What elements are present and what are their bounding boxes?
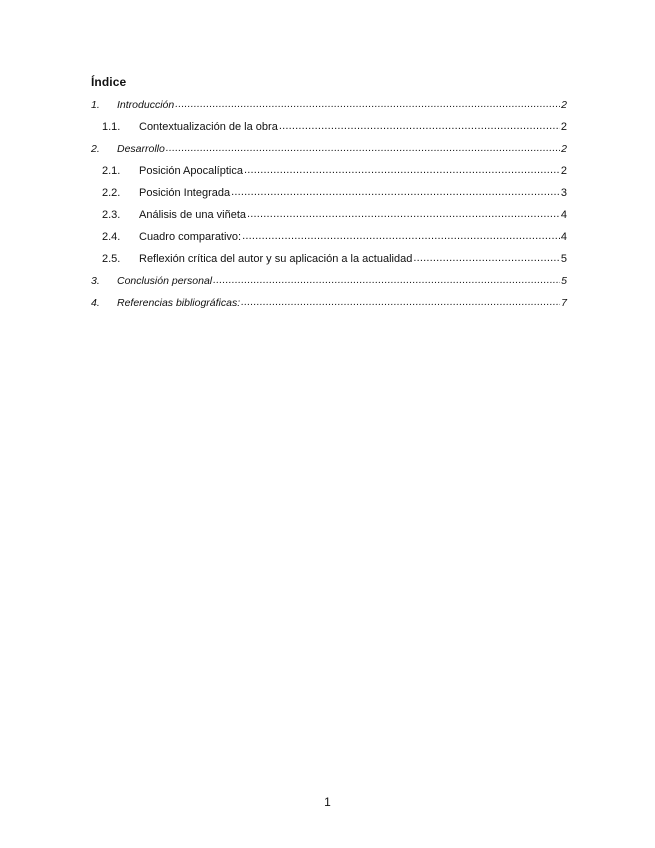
table-of-contents [91,97,567,317]
toc-entry-label: Análisis de una viñeta [139,209,247,221]
toc-entry-page: 5 [561,275,567,287]
toc-entry-page: 3 [560,187,567,199]
toc-entry-label: Cuadro comparativo: [139,231,242,243]
dot-leader [213,272,560,288]
dot-leader [247,206,560,222]
dot-leader [166,140,560,156]
toc-entry-contextualizacion[interactable] [91,119,567,141]
toc-entry-page: 2 [560,121,567,133]
toc-entry-number: 1.1. [102,121,121,133]
toc-entry-page: 5 [560,253,567,265]
toc-entry-label: Referencias bibliográficas: [117,297,241,309]
toc-entry-number: 2.3. [102,209,121,221]
toc-entry-label: Posición Integrada [139,187,231,199]
toc-entry-analisis-vineta[interactable] [91,207,567,229]
toc-entry-page: 2 [560,165,567,177]
toc-entry-cuadro-comparativo[interactable] [91,229,567,251]
toc-entry-number: 2.5. [102,253,121,265]
toc-entry-label: Conclusión personal [117,275,213,287]
dot-leader [242,228,560,244]
toc-entry-number: 2.4. [102,231,121,243]
toc-entry-number: 4. [91,297,100,309]
toc-entry-label: Posición Apocalíptica [139,165,243,177]
toc-entry-referencias[interactable] [91,295,567,317]
dot-leader [175,96,560,112]
toc-entry-number: 1. [91,99,100,111]
toc-entry-page: 2 [561,143,567,155]
toc-entry-number: 2.2. [102,187,121,199]
toc-entry-number: 3. [91,275,100,287]
toc-entry-page: 4 [560,231,567,243]
dot-leader [413,250,560,266]
toc-entry-desarrollo[interactable] [91,141,567,163]
toc-entry-page: 2 [561,99,567,111]
toc-entry-conclusion-personal[interactable] [91,273,567,295]
page-number: 1 [324,795,331,809]
toc-title: Índice [91,75,127,89]
toc-entry-label: Introducción [117,99,175,111]
toc-entry-posicion-apocaliptica[interactable] [91,163,567,185]
toc-entry-posicion-integrada[interactable] [91,185,567,207]
toc-entry-page: 4 [560,209,567,221]
toc-entry-reflexion-critica[interactable] [91,251,567,273]
toc-entry-page: 7 [561,297,567,309]
toc-entry-label: Reflexión crítica del autor y su aplicación a la actualidad [139,253,413,265]
toc-entry-introduccion[interactable] [91,97,567,119]
dot-leader [244,162,560,178]
dot-leader [241,294,560,310]
dot-leader [279,118,560,134]
toc-entry-label: Desarrollo [117,143,165,155]
dot-leader [231,184,560,200]
toc-entry-number: 2. [91,143,100,155]
toc-entry-label: Contextualización de la obra [139,121,278,133]
toc-entry-number: 2.1. [102,165,121,177]
